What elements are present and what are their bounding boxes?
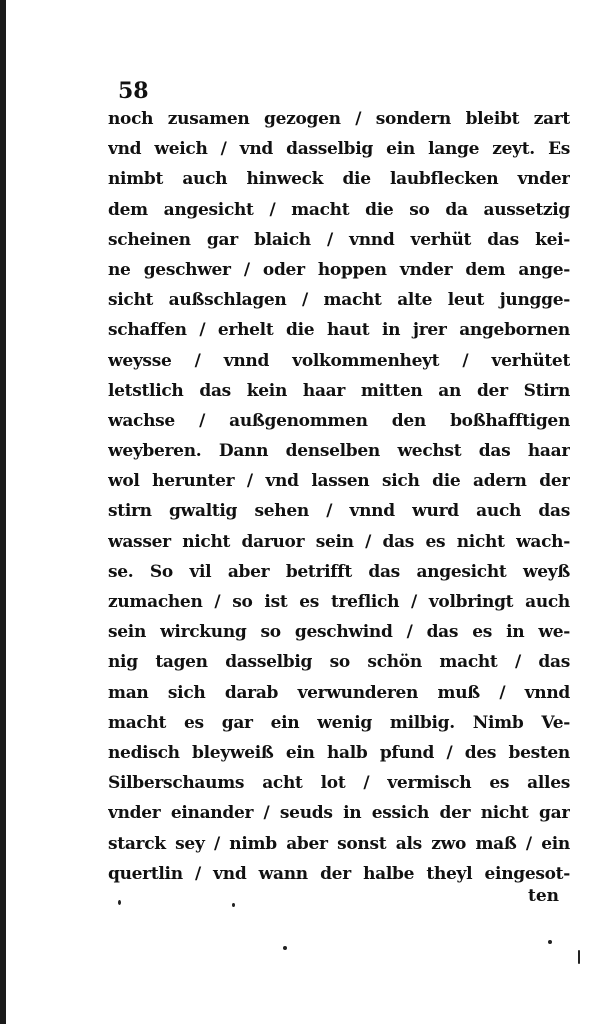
ink-speck: [118, 900, 121, 905]
text-line: sicht außschlagen / macht alte leut jungge-: [108, 290, 570, 311]
text-line: wachse / außgenommen den boßhafftigen: [108, 410, 570, 431]
text-line: starck sey / nimb aber sonst als zwo maß / ein: [108, 833, 570, 854]
text-line: ne geschwer / oder hoppen vnder dem ange-: [108, 259, 570, 280]
text-line: wol herunter / vnd lassen sich die adern der: [108, 471, 570, 492]
ink-speck: [578, 950, 580, 964]
text-line: se. So vil aber betrifft das angesicht weyß: [108, 561, 570, 582]
text-line: schaffen / erhelt die haut in jrer angebornen: [108, 320, 570, 341]
text-line: nig tagen dasselbig so schön macht / das: [108, 652, 570, 673]
text-line: weyberen. Dann denselben wechst das haar: [108, 441, 570, 462]
text-line: wasser nicht daruor sein / das es nicht wach-: [108, 531, 570, 552]
text-line: vnder einander / seuds in essich der nicht gar: [108, 803, 570, 824]
text-line: stirn gwaltig sehen / vnnd wurd auch das: [108, 501, 570, 522]
body-text: [108, 104, 570, 889]
text-line: dem angesicht / macht die so da aussetzig: [108, 199, 570, 220]
text-line: nedisch bleyweiß ein halb pfund / des besten: [108, 742, 570, 763]
ink-speck: [283, 946, 287, 950]
text-line: sein wirckung so geschwind / das es in we-: [108, 622, 570, 643]
text-line: quertlin / vnd wann der halbe theyl eingesot-: [108, 863, 570, 884]
text-line: scheinen gar blaich / vnnd verhüt das kei-: [108, 229, 570, 250]
text-line: vnd weich / vnd dasselbig ein lange zeyt. Es: [108, 139, 570, 160]
text-line: macht es gar ein wenig milbig. Nimb Ve-: [108, 712, 570, 733]
text-line: nimbt auch hinweck die laubflecken vnder: [108, 169, 570, 190]
page-edge-shadow: [0, 0, 6, 1024]
text-line: letstlich das kein haar mitten an der Stirn: [108, 380, 570, 401]
text-line: Silberschaums acht lot / vermisch es alles: [108, 773, 570, 794]
ink-speck: [232, 903, 235, 907]
page-number: 58: [118, 78, 149, 104]
catchword: ten: [528, 886, 560, 906]
ink-speck: [548, 940, 552, 944]
text-line: weysse / vnnd volkommenheyt / verhütet: [108, 350, 570, 371]
text-line: man sich darab verwunderen muß / vnnd: [108, 682, 570, 703]
text-line: noch zusamen gezogen / sondern bleibt zart: [108, 109, 570, 129]
text-line: zumachen / so ist es treflich / volbringt auch: [108, 592, 570, 612]
